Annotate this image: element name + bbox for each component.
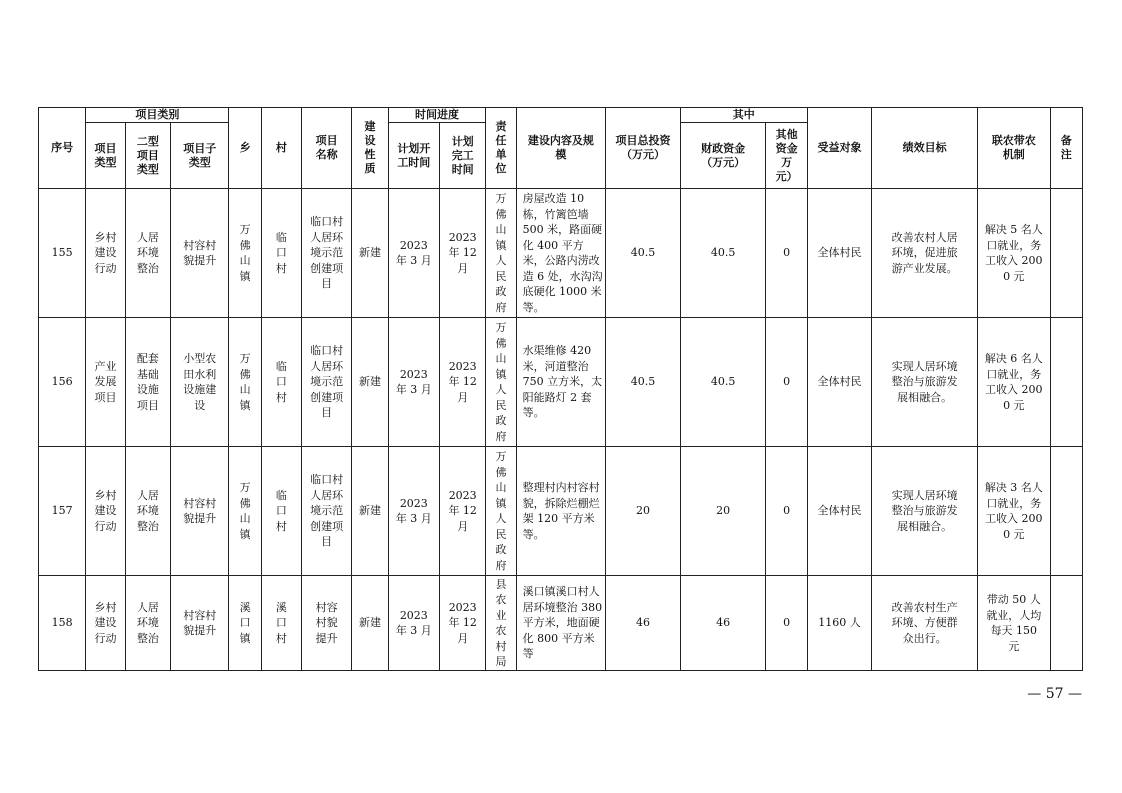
cell-sub: 村容村貌提升: [171, 447, 229, 576]
cell-content: 房屋改造 10 栋，竹篱笆墙 500 米，路面硬化 400 平方米，公路内涝改造 6 处，水沟沟底硬化 1000 米等。: [516, 189, 606, 318]
cell-start: 2023 年 3 月: [388, 189, 439, 318]
cell-fiscal: 20: [680, 447, 766, 576]
header-benef: 受益对象: [807, 108, 871, 189]
cell-start: 2023 年 3 月: [388, 318, 439, 447]
cell-cun: 临口村: [261, 189, 301, 318]
cell-type: 产业发展项目: [86, 318, 125, 447]
cell-xiang: 万佛山镇: [229, 447, 261, 576]
project-table: [38, 107, 1083, 671]
cell-seq: 157: [39, 447, 86, 576]
cell-sub: 小型农田水利设施建设: [171, 318, 229, 447]
header-total: 项目总投资（万元）: [606, 108, 681, 189]
cell-other: 0: [766, 447, 807, 576]
table-row: [39, 318, 1083, 447]
cell-type: 乡村建设行动: [86, 576, 125, 671]
cell-seq: 158: [39, 576, 86, 671]
cell-content: 水渠维修 420 米，河道整治 750 立方米，太阳能路灯 2 套等。: [516, 318, 606, 447]
cell-unit: 县农业农村局: [486, 576, 516, 671]
cell-cun: 临口村: [261, 447, 301, 576]
cell-remark: [1050, 189, 1082, 318]
header-xiang: 乡: [229, 108, 261, 189]
cell-nature: 新建: [352, 447, 388, 576]
cell-type: 乡村建设行动: [86, 447, 125, 576]
cell-end: 2023 年 12 月: [440, 318, 486, 447]
cell-goal: 实现人居环境整治与旅游发展相融合。: [872, 318, 978, 447]
cell-total: 20: [606, 447, 681, 576]
cell-name: 临口村人居环境示范创建项目: [301, 189, 351, 318]
cell-nature: 新建: [352, 576, 388, 671]
cell-type2: 人居环境整治: [125, 189, 170, 318]
cell-sub: 村容村貌提升: [171, 576, 229, 671]
header-start: 计划开工时间: [388, 123, 439, 189]
header-end: 计划完工时间: [440, 123, 486, 189]
page-number: — 57 —: [1027, 686, 1082, 702]
cell-cun: 溪口村: [261, 576, 301, 671]
cell-total: 40.5: [606, 318, 681, 447]
header-unit: 责任单位: [486, 108, 516, 189]
header-mech: 联农带农机制: [978, 108, 1051, 189]
header-cat-type2: 二型项目类型: [125, 123, 170, 189]
cell-content: 整理村内村容村貌，拆除烂棚烂架 120 平方米等。: [516, 447, 606, 576]
cell-remark: [1050, 576, 1082, 671]
cell-sub: 村容村貌提升: [171, 189, 229, 318]
cell-seq: 156: [39, 318, 86, 447]
cell-fiscal: 40.5: [680, 318, 766, 447]
cell-content: 溪口镇溪口村人居环境整治 380 平方米，地面硬化 800 平方米等: [516, 576, 606, 671]
cell-type2: 人居环境整治: [125, 576, 170, 671]
cell-other: 0: [766, 189, 807, 318]
cell-mech: 解决 5 名人口就业，务工收入 2000 元: [978, 189, 1051, 318]
cell-benef: 1160 人: [807, 576, 871, 671]
cell-name: 村容村貌提升: [301, 576, 351, 671]
cell-goal: 实现人居环境整治与旅游发展相融合。: [872, 447, 978, 576]
cell-nature: 新建: [352, 189, 388, 318]
cell-goal: 改善农村人居环境，促进旅游产业发展。: [872, 189, 978, 318]
table-row: [39, 447, 1083, 576]
header-other: 其他资金万元）: [766, 123, 807, 189]
cell-name: 临口村人居环境示范创建项目: [301, 447, 351, 576]
cell-other: 0: [766, 576, 807, 671]
cell-type2: 人居环境整治: [125, 447, 170, 576]
cell-end: 2023 年 12 月: [440, 447, 486, 576]
cell-end: 2023 年 12 月: [440, 576, 486, 671]
cell-mech: 带动 50 人就业，人均每天 150 元: [978, 576, 1051, 671]
cell-mech: 解决 3 名人口就业，务工收入 2000 元: [978, 447, 1051, 576]
header-fiscal: 财政资金（万元）: [680, 123, 766, 189]
header-schedule: 时间进度: [388, 108, 486, 123]
header-qizhong: 其中: [680, 108, 807, 123]
cell-mech: 解决 6 名人口就业，务工收入 2000 元: [978, 318, 1051, 447]
header-category: 项目类别: [86, 108, 229, 123]
cell-benef: 全体村民: [807, 189, 871, 318]
cell-total: 40.5: [606, 189, 681, 318]
cell-end: 2023 年 12 月: [440, 189, 486, 318]
cell-xiang: 溪口镇: [229, 576, 261, 671]
cell-type: 乡村建设行动: [86, 189, 125, 318]
table-row: [39, 576, 1083, 671]
cell-unit: 万佛山镇人民政府: [486, 318, 516, 447]
header-remark: 备注: [1050, 108, 1082, 189]
header-goal: 绩效目标: [872, 108, 978, 189]
cell-unit: 万佛山镇人民政府: [486, 447, 516, 576]
cell-start: 2023 年 3 月: [388, 576, 439, 671]
header-seq: 序号: [39, 108, 86, 189]
cell-fiscal: 46: [680, 576, 766, 671]
cell-remark: [1050, 447, 1082, 576]
cell-goal: 改善农村生产环境、方便群众出行。: [872, 576, 978, 671]
header-cun: 村: [261, 108, 301, 189]
header-cat-type: 项目类型: [86, 123, 125, 189]
cell-other: 0: [766, 318, 807, 447]
cell-benef: 全体村民: [807, 318, 871, 447]
header-name: 项目名称: [301, 108, 351, 189]
header-content: 建设内容及规模: [516, 108, 606, 189]
cell-seq: 155: [39, 189, 86, 318]
header-cat-sub: 项目子类型: [171, 123, 229, 189]
cell-total: 46: [606, 576, 681, 671]
cell-name: 临口村人居环境示范创建项目: [301, 318, 351, 447]
table-row: [39, 189, 1083, 318]
header-nature: 建设性质: [352, 108, 388, 189]
cell-unit: 万佛山镇人民政府: [486, 189, 516, 318]
cell-xiang: 万佛山镇: [229, 318, 261, 447]
cell-fiscal: 40.5: [680, 189, 766, 318]
cell-remark: [1050, 318, 1082, 447]
cell-type2: 配套基础设施项目: [125, 318, 170, 447]
cell-xiang: 万佛山镇: [229, 189, 261, 318]
cell-benef: 全体村民: [807, 447, 871, 576]
cell-start: 2023 年 3 月: [388, 447, 439, 576]
cell-cun: 临口村: [261, 318, 301, 447]
cell-nature: 新建: [352, 318, 388, 447]
